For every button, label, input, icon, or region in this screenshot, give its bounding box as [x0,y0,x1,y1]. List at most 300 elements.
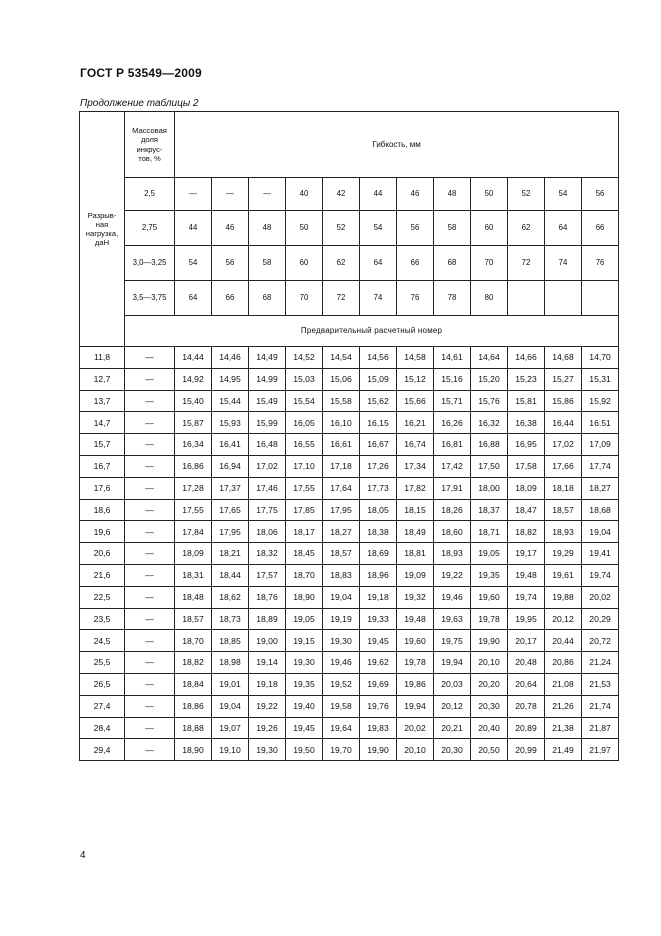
load-cell: 21,6 [80,564,125,586]
value-cell: 14,66 [508,347,545,369]
flexibility-cell: 40 [286,178,323,211]
value-cell: 19,09 [397,564,434,586]
mass-cell: — [125,608,175,630]
value-cell: 14,92 [175,368,212,390]
value-cell: 19,05 [471,543,508,565]
value-cell: 16,05 [286,412,323,434]
value-cell: 20,64 [508,673,545,695]
value-cell: 16,86 [175,455,212,477]
flexibility-cell [582,281,619,316]
header-line: Разрыв- [87,210,117,220]
value-cell: 15,31 [582,368,619,390]
value-cell: 19,30 [249,739,286,761]
value-cell: 19,90 [471,630,508,652]
flexibility-cell: 42 [323,178,360,211]
flexibility-cell: 68 [249,281,286,316]
subheader-row [80,246,619,281]
value-cell: 18,21 [212,543,249,565]
value-cell: 16,32 [471,412,508,434]
value-cell: 19,48 [508,564,545,586]
load-cell: 16,7 [80,455,125,477]
flexibility-cell: 76 [582,246,619,281]
flexibility-cell: 46 [212,211,249,246]
value-cell: 17,64 [323,477,360,499]
value-cell: 19,83 [360,717,397,739]
flexibility-cell: 60 [286,246,323,281]
value-cell: 18,82 [508,521,545,543]
value-cell: 20,21 [434,717,471,739]
value-cell: 19,76 [360,695,397,717]
table-row [80,608,619,630]
subheader-row [80,178,619,211]
value-cell: 20,20 [471,673,508,695]
value-cell: 20,48 [508,652,545,674]
value-cell: 16,41 [212,434,249,456]
flexibility-cell: 64 [545,211,582,246]
flexibility-cell: 54 [360,211,397,246]
mass-cell: — [125,652,175,674]
value-cell: 19,04 [582,521,619,543]
mass-fraction-cell: 3,0—3,25 [125,246,175,281]
flexibility-cell: 44 [175,211,212,246]
value-cell: 19,46 [434,586,471,608]
value-cell: 17,82 [397,477,434,499]
mass-cell: — [125,543,175,565]
value-cell: 16,38 [508,412,545,434]
value-cell: 19,88 [545,586,582,608]
value-cell: 14,61 [434,347,471,369]
value-cell: 20,78 [508,695,545,717]
value-cell: 18,57 [545,499,582,521]
flexibility-cell: — [212,178,249,211]
value-cell: 15,86 [545,390,582,412]
value-cell: 18,60 [434,521,471,543]
value-cell: 17,37 [212,477,249,499]
table-row [80,652,619,674]
value-cell: 17,95 [323,499,360,521]
header-line: тов, % [138,153,161,163]
value-cell: 16,15 [360,412,397,434]
value-cell: 19,29 [545,543,582,565]
value-cell: 18,38 [360,521,397,543]
value-cell: 19,61 [545,564,582,586]
value-cell: 17,75 [249,499,286,521]
value-cell: 15,62 [360,390,397,412]
flexibility-cell: 54 [175,246,212,281]
value-cell: 17,55 [175,499,212,521]
value-cell: 19,41 [582,543,619,565]
flexibility-cell: 56 [212,246,249,281]
header-line: ная [95,219,109,229]
load-cell: 18,6 [80,499,125,521]
table-row [80,543,619,565]
value-cell: 18,81 [397,543,434,565]
mass-cell: — [125,630,175,652]
value-cell: 19,22 [249,695,286,717]
header-preliminary-number: Предварительный расчетный номер [125,316,619,347]
value-cell: 15,81 [508,390,545,412]
value-cell: 16,10 [323,412,360,434]
value-cell: 19,01 [212,673,249,695]
value-cell: 19,78 [471,608,508,630]
value-cell: 21,26 [545,695,582,717]
value-cell: 20,89 [508,717,545,739]
value-cell: 19,46 [323,652,360,674]
flexibility-cell: 56 [397,211,434,246]
load-cell: 15,7 [80,434,125,456]
value-cell: 17,55 [286,477,323,499]
table-row [80,586,619,608]
value-cell: 20,30 [471,695,508,717]
value-cell: 15,20 [471,368,508,390]
value-cell: 15,44 [212,390,249,412]
value-cell: 18,76 [249,586,286,608]
value-cell: 16,21 [397,412,434,434]
value-cell: 18,70 [286,564,323,586]
value-cell: 16,55 [286,434,323,456]
value-cell: 18,86 [175,695,212,717]
value-cell: 18,93 [434,543,471,565]
value-cell: 17,46 [249,477,286,499]
value-cell: 14,56 [360,347,397,369]
value-cell: 18,57 [175,608,212,630]
value-cell: 18,37 [471,499,508,521]
value-cell: 19,40 [286,695,323,717]
flexibility-cell: 50 [286,211,323,246]
value-cell: 17,34 [397,455,434,477]
flexibility-cell: 62 [323,246,360,281]
load-cell: 17,6 [80,477,125,499]
flexibility-cell: 72 [323,281,360,316]
value-cell: 16,67 [360,434,397,456]
table-row [80,717,619,739]
value-cell: 15,12 [397,368,434,390]
value-cell: 20,44 [545,630,582,652]
flexibility-cell: 74 [545,246,582,281]
load-cell: 22,5 [80,586,125,608]
value-cell: 18,09 [175,543,212,565]
value-cell: 14,49 [249,347,286,369]
value-cell: 19,69 [360,673,397,695]
value-cell: 15,54 [286,390,323,412]
value-cell: 15,27 [545,368,582,390]
value-cell: 17,28 [175,477,212,499]
value-cell: 18,18 [545,477,582,499]
value-cell: 17,85 [286,499,323,521]
flexibility-cell: 54 [545,178,582,211]
value-cell: 19,18 [360,586,397,608]
value-cell: 15,92 [582,390,619,412]
value-cell: 17,10 [286,455,323,477]
value-cell: 20,02 [582,586,619,608]
mass-cell: — [125,390,175,412]
mass-cell: — [125,586,175,608]
value-cell: 19,14 [249,652,286,674]
value-cell: 18,90 [175,739,212,761]
value-cell: 20,10 [397,739,434,761]
table-row [80,477,619,499]
value-cell: 15,49 [249,390,286,412]
value-cell: 19,75 [434,630,471,652]
flexibility-cell: 78 [434,281,471,316]
value-cell: 18,85 [212,630,249,652]
value-cell: 17,18 [323,455,360,477]
table-row [80,521,619,543]
value-cell: 15,99 [249,412,286,434]
value-cell: 16,95 [508,434,545,456]
mass-cell: — [125,347,175,369]
value-cell: 19,86 [397,673,434,695]
load-cell: 27,4 [80,695,125,717]
value-cell: 18,84 [175,673,212,695]
value-cell: 14,44 [175,347,212,369]
load-cell: 20,6 [80,543,125,565]
value-cell: 15,93 [212,412,249,434]
value-cell: 16,61 [323,434,360,456]
value-cell: 20,10 [471,652,508,674]
value-cell: 14,58 [397,347,434,369]
value-cell: 21,74 [582,695,619,717]
table-row [80,434,619,456]
value-cell: 16,26 [434,412,471,434]
value-cell: 15,23 [508,368,545,390]
value-cell: 19,18 [249,673,286,695]
value-cell: 19,30 [286,652,323,674]
header-line: нагрузка, [85,229,119,238]
value-cell: 16,94 [212,455,249,477]
value-cell: 18,15 [397,499,434,521]
value-cell: 20,99 [508,739,545,761]
value-cell: 15,71 [434,390,471,412]
value-cell: 16,74 [397,434,434,456]
value-cell: 15,58 [323,390,360,412]
value-cell: 17,57 [249,564,286,586]
table-row [80,739,619,761]
value-cell: 15,09 [360,368,397,390]
mass-fraction-cell: 3,5—3,75 [125,281,175,316]
load-cell: 11,8 [80,347,125,369]
load-cell: 13,7 [80,390,125,412]
value-cell: 18,69 [360,543,397,565]
flexibility-cell: 72 [508,246,545,281]
table-row [80,673,619,695]
flexibility-cell: 50 [471,178,508,211]
value-cell: 19,19 [323,608,360,630]
value-cell: 20,12 [545,608,582,630]
flexibility-cell: 58 [249,246,286,281]
value-cell: 19,78 [397,652,434,674]
value-cell: 14,46 [212,347,249,369]
mass-cell: — [125,434,175,456]
flexibility-cell: — [175,178,212,211]
value-cell: 19,15 [286,630,323,652]
flexibility-cell: 68 [434,246,471,281]
value-cell: 18,06 [249,521,286,543]
value-cell: 17,65 [212,499,249,521]
value-cell: 18,70 [175,630,212,652]
value-cell: 19,00 [249,630,286,652]
value-cell: 16,48 [249,434,286,456]
value-cell: 19,22 [434,564,471,586]
value-cell: 16.51 [582,412,619,434]
table-row [80,390,619,412]
mass-cell: — [125,717,175,739]
subheader-row [80,281,619,316]
value-cell: 16,34 [175,434,212,456]
flexibility-cell: 56 [582,178,619,211]
value-cell: 18,57 [323,543,360,565]
value-cell: 18,32 [249,543,286,565]
value-cell: 19,45 [286,717,323,739]
value-cell: 19,07 [212,717,249,739]
table-row [80,499,619,521]
mass-cell: — [125,499,175,521]
value-cell: 19,64 [323,717,360,739]
table-caption: Продолжение таблицы 2 [80,98,199,109]
flexibility-cell: 74 [360,281,397,316]
value-cell: 17,50 [471,455,508,477]
flexibility-cell: 62 [508,211,545,246]
mass-fraction-cell: 2,5 [125,178,175,211]
value-cell: 14,95 [212,368,249,390]
value-cell: 21,38 [545,717,582,739]
value-cell: 15,40 [175,390,212,412]
value-cell: 18,45 [286,543,323,565]
value-cell: 19,63 [434,608,471,630]
value-cell: 20,86 [545,652,582,674]
value-cell: 19,94 [434,652,471,674]
header-line: Массовая [132,126,167,136]
value-cell: 18,05 [360,499,397,521]
flexibility-cell: 66 [397,246,434,281]
value-cell: 20,50 [471,739,508,761]
value-cell: 15,87 [175,412,212,434]
value-cell: 19,60 [471,586,508,608]
value-cell: 20,12 [434,695,471,717]
value-cell: 19,74 [508,586,545,608]
value-cell: 18,62 [212,586,249,608]
value-cell: 19,45 [360,630,397,652]
value-cell: 20,29 [582,608,619,630]
flexibility-cell: 44 [360,178,397,211]
value-cell: 19,60 [397,630,434,652]
mass-cell: — [125,412,175,434]
value-cell: 17,84 [175,521,212,543]
value-cell: 19,94 [397,695,434,717]
value-cell: 18,48 [175,586,212,608]
value-cell: 16,44 [545,412,582,434]
value-cell: 18,27 [323,521,360,543]
value-cell: 16,88 [471,434,508,456]
value-cell: 18,27 [582,477,619,499]
flexibility-cell: 64 [360,246,397,281]
value-cell: 19,04 [323,586,360,608]
value-cell: 17,74 [582,455,619,477]
table-row [80,630,619,652]
mass-cell: — [125,673,175,695]
value-cell: 18,90 [286,586,323,608]
value-cell: 19,33 [360,608,397,630]
mass-cell: — [125,368,175,390]
value-cell: 19,52 [323,673,360,695]
value-cell: 19,05 [286,608,323,630]
value-cell: 17,91 [434,477,471,499]
value-cell: 20,72 [582,630,619,652]
mass-fraction-cell: 2,75 [125,211,175,246]
value-cell: 18,31 [175,564,212,586]
header-line: инкрус- [136,144,163,154]
value-cell: 18,96 [360,564,397,586]
value-cell: 21,08 [545,673,582,695]
value-cell: 17,09 [582,434,619,456]
value-cell: 21,24 [582,652,619,674]
value-cell: 20,02 [397,717,434,739]
value-cell: 20,17 [508,630,545,652]
header-line: даН [94,238,110,248]
value-cell: 19,95 [508,608,545,630]
value-cell: 18,71 [471,521,508,543]
load-cell: 25,5 [80,652,125,674]
value-cell: 18,89 [249,608,286,630]
flexibility-cell [545,281,582,316]
load-cell: 28,4 [80,717,125,739]
value-cell: 18,82 [175,652,212,674]
table-row [80,564,619,586]
value-cell: 18,44 [212,564,249,586]
value-cell: 14,68 [545,347,582,369]
value-cell: 18,26 [434,499,471,521]
load-cell: 19,6 [80,521,125,543]
value-cell: 18,09 [508,477,545,499]
value-cell: 15,66 [397,390,434,412]
value-cell: 14,64 [471,347,508,369]
flexibility-cell: — [249,178,286,211]
value-cell: 19,26 [249,717,286,739]
header-mass-fraction [125,112,175,178]
value-cell: 19,62 [360,652,397,674]
flexibility-cell: 76 [397,281,434,316]
value-cell: 15,03 [286,368,323,390]
mass-cell: — [125,521,175,543]
load-cell: 26,5 [80,673,125,695]
flexibility-cell: 64 [175,281,212,316]
value-cell: 19,10 [212,739,249,761]
header-line: доля [140,135,159,145]
value-cell: 19,50 [286,739,323,761]
flexibility-cell: 52 [323,211,360,246]
value-cell: 15,16 [434,368,471,390]
value-cell: 19,70 [323,739,360,761]
flexibility-cell: 58 [434,211,471,246]
table-row [80,347,619,369]
flexibility-cell: 70 [286,281,323,316]
value-cell: 17,73 [360,477,397,499]
value-cell: 17,58 [508,455,545,477]
value-cell: 18,93 [545,521,582,543]
value-cell: 18,88 [175,717,212,739]
flexibility-cell: 52 [508,178,545,211]
value-cell: 17,02 [545,434,582,456]
value-cell: 21,87 [582,717,619,739]
value-cell: 19,17 [508,543,545,565]
header-pull-load [80,112,125,347]
load-cell: 12,7 [80,368,125,390]
table-row [80,695,619,717]
value-cell: 14,99 [249,368,286,390]
value-cell: 17,95 [212,521,249,543]
value-cell: 18,00 [471,477,508,499]
value-cell: 18,83 [323,564,360,586]
